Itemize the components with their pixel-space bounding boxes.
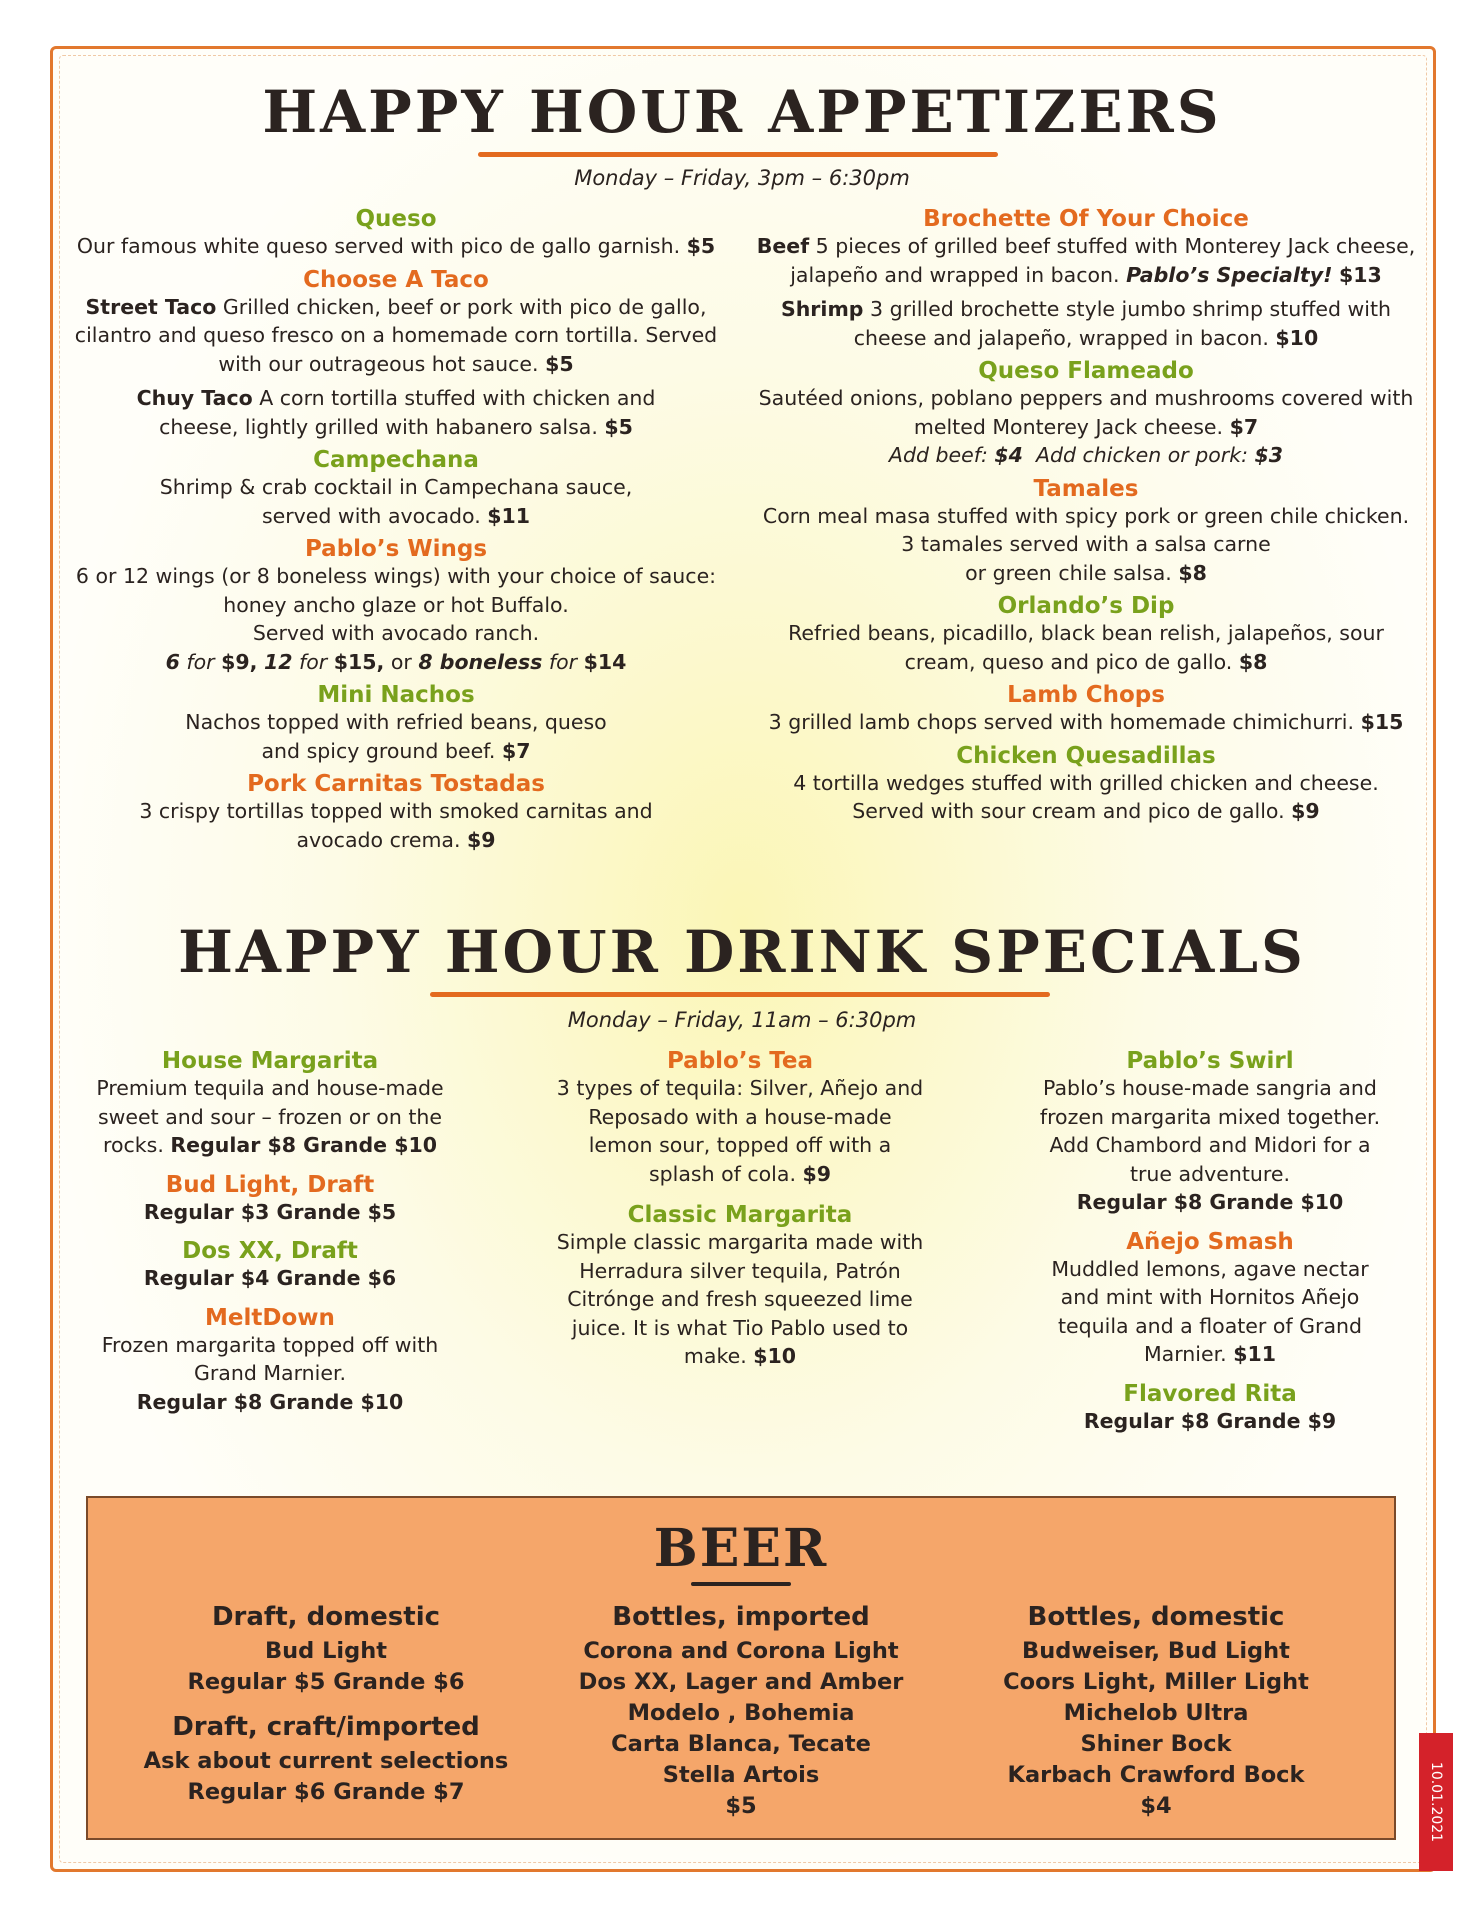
beer-item: Stella Artois xyxy=(662,1762,820,1788)
drinks-right-column xyxy=(1030,1048,1390,1447)
item-name: Choose A Taco xyxy=(303,266,489,293)
drinks-title: HAPPY HOUR DRINK SPECIALS xyxy=(178,918,1306,986)
item-desc: Street Taco Grilled chicken, beef or pork with pico de gallo, cilantro and queso fresco on a homemade corn tortilla. Served with our outrageous hot sauce. $5 xyxy=(74,294,718,376)
drink-name: House Margarita xyxy=(161,1048,379,1074)
date-badge xyxy=(1419,1733,1453,1871)
beer-item: Modelo , Bohemia xyxy=(627,1700,855,1726)
date-text: 10.01.2021 xyxy=(1428,1761,1445,1843)
item-desc: 3 grilled lamb chops served with homemade chimichurri. $15 xyxy=(768,710,1404,734)
drink-desc: Pablo’s house-made sangria and frozen margarita mixed together. Add Chambord and Midori for a true adventure. Regular $8 Grande $10 xyxy=(1039,1076,1381,1214)
beer-item: Karbach Crawford Bock xyxy=(1007,1762,1305,1788)
drink-name: MeltDown xyxy=(205,1304,335,1331)
beer-item: Bud Light xyxy=(264,1638,388,1664)
item-name: Pablo’s Wings xyxy=(304,536,488,562)
drinks-center-column xyxy=(555,1048,925,1383)
beer-price: $5 xyxy=(725,1793,757,1819)
item-name: Orlando’s Dip xyxy=(997,593,1175,619)
item-desc: 6 or 12 wings (or 8 boneless wings) with your choice of sauce: honey ancho glaze or hot Buffalo. Served with avocado ranch. 6 for $9, 12 for $15, or 8 boneless for $14 xyxy=(75,564,717,674)
beer-heading: Bottles, imported xyxy=(612,1602,870,1632)
item-name: Campechana xyxy=(313,447,479,473)
drink-name: Classic Margarita xyxy=(627,1202,853,1228)
beer-price: Regular $6 Grande $7 xyxy=(187,1779,465,1805)
beer-price: $4 xyxy=(1140,1793,1172,1819)
drink-desc: Muddled lemons, agave nectar and mint with Hornitos Añejo tequila and a floater of Grand Marnier. $11 xyxy=(1051,1256,1369,1366)
drink-name: Pablo’s Tea xyxy=(666,1048,814,1074)
beer-item: Shiner Bock xyxy=(1080,1731,1232,1757)
drinks-left-column xyxy=(90,1048,450,1428)
item-name: Lamb Chops xyxy=(1007,682,1165,708)
item-desc: Sautéed onions, poblano peppers and mushrooms covered with melted Monterey Jack cheese. $7 Add beef: $4 Add chicken or pork: $3 xyxy=(758,386,1414,467)
drink-name: Añejo Smash xyxy=(1126,1228,1294,1255)
beer-draft-column xyxy=(126,1602,526,1808)
beer-underline xyxy=(691,1582,791,1586)
item-desc: Our famous white queso served with pico de gallo garnish. $5 xyxy=(76,234,716,258)
item-desc: Corn meal masa stuffed with spicy pork or green chile chicken. 3 tamales served with a salsa carne or green chile salsa. $8 xyxy=(762,503,1410,585)
drink-price: Regular $3 Grande $5 xyxy=(143,1199,397,1224)
drink-desc: 3 types of tequila: Silver, Añejo and Reposado with a house-made lemon sour, topped off with a splash of cola. $9 xyxy=(556,1076,924,1186)
item-name: Queso Flameado xyxy=(978,358,1194,384)
drink-desc: Frozen margarita topped off with Grand Marnier. Regular $8 Grande $10 xyxy=(101,1332,439,1414)
drink-name: Flavored Rita xyxy=(1123,1380,1297,1407)
item-desc: Chuy Taco A corn tortilla stuffed with chicken and cheese, lightly grilled with habanero salsa. $5 xyxy=(136,386,656,439)
item-desc: Beef 5 pieces of grilled beef stuffed with Monterey Jack cheese, jalapeño and wrapped in bacon. Pablo’s Specialty! $13 xyxy=(756,234,1416,287)
drink-price: Regular $4 Grande $6 xyxy=(143,1266,397,1290)
item-desc: 4 tortilla wedges stuffed with grilled chicken and cheese. Served with sour cream and pico de gallo. $9 xyxy=(793,770,1379,823)
beer-price: Regular $5 Grande $6 xyxy=(187,1669,465,1695)
item-desc: Nachos topped with refried beans, queso and spicy ground beef. $7 xyxy=(185,710,607,763)
beer-domestic-column xyxy=(956,1602,1356,1822)
item-name: Pork Carnitas Tostadas xyxy=(247,771,545,797)
beer-heading: Draft, craft/imported xyxy=(172,1712,480,1742)
item-desc: Refried beans, picadillo, black bean relish, jalapeños, sour cream, queso and pico de gallo. $8 xyxy=(788,621,1384,674)
beer-imported-column xyxy=(541,1602,941,1822)
drink-name: Dos XX, Draft xyxy=(182,1238,358,1264)
drink-name: Bud Light, Draft xyxy=(165,1171,375,1198)
beer-item: Corona and Corona Light xyxy=(583,1638,899,1664)
beer-item: Michelob Ultra xyxy=(1063,1700,1249,1726)
appetizers-left-column xyxy=(66,206,726,860)
beer-title: BEER xyxy=(653,1518,829,1579)
drinks-days: Monday – Friday, 11am – 6:30pm xyxy=(567,1008,917,1032)
title-underline xyxy=(478,152,998,157)
item-desc: Shrimp & crab cocktail in Campechana sauce, served with avocado. $11 xyxy=(159,475,633,528)
title-underline xyxy=(430,992,1050,997)
beer-item: Budweiser, Bud Light xyxy=(1022,1638,1290,1664)
item-name: Queso xyxy=(355,206,437,232)
appetizers-days: Monday – Friday, 3pm – 6:30pm xyxy=(574,166,910,190)
drink-desc: Premium tequila and house-made sweet and sour – frozen or on the rocks. Regular $8 Grande $10 xyxy=(96,1076,444,1157)
beer-heading: Draft, domestic xyxy=(211,1602,441,1632)
item-name: Chicken Quesadillas xyxy=(956,742,1216,769)
item-name: Mini Nachos xyxy=(317,682,475,708)
appetizers-right-column xyxy=(756,206,1416,832)
drink-desc: Simple classic margarita made with Herradura silver tequila, Patrón Citrónge and fresh squeezed lime juice. It is what Tio Pablo used to make. $10 xyxy=(556,1230,924,1368)
beer-heading: Bottles, domestic xyxy=(1027,1602,1285,1632)
drink-name: Pablo’s Swirl xyxy=(1126,1048,1294,1074)
item-name: Brochette Of Your Choice xyxy=(923,206,1249,232)
beer-item: Ask about current selections xyxy=(143,1748,509,1774)
beer-item: Dos XX, Lager and Amber xyxy=(578,1669,904,1695)
item-desc: 3 crispy tortillas topped with smoked carnitas and avocado crema. $9 xyxy=(139,799,653,852)
beer-item: Coors Light, Miller Light xyxy=(1003,1669,1309,1695)
item-desc: Shrimp 3 grilled brochette style jumbo shrimp stuffed with cheese and jalapeño, wrapped in bacon. $10 xyxy=(780,297,1392,350)
beer-item: Carta Blanca, Tecate xyxy=(611,1731,871,1757)
item-name: Tamales xyxy=(1033,475,1139,502)
drink-price: Regular $8 Grande $9 xyxy=(1083,1408,1337,1433)
appetizers-title: HAPPY HOUR APPETIZERS xyxy=(262,78,1222,146)
beer-box xyxy=(86,1496,1396,1840)
